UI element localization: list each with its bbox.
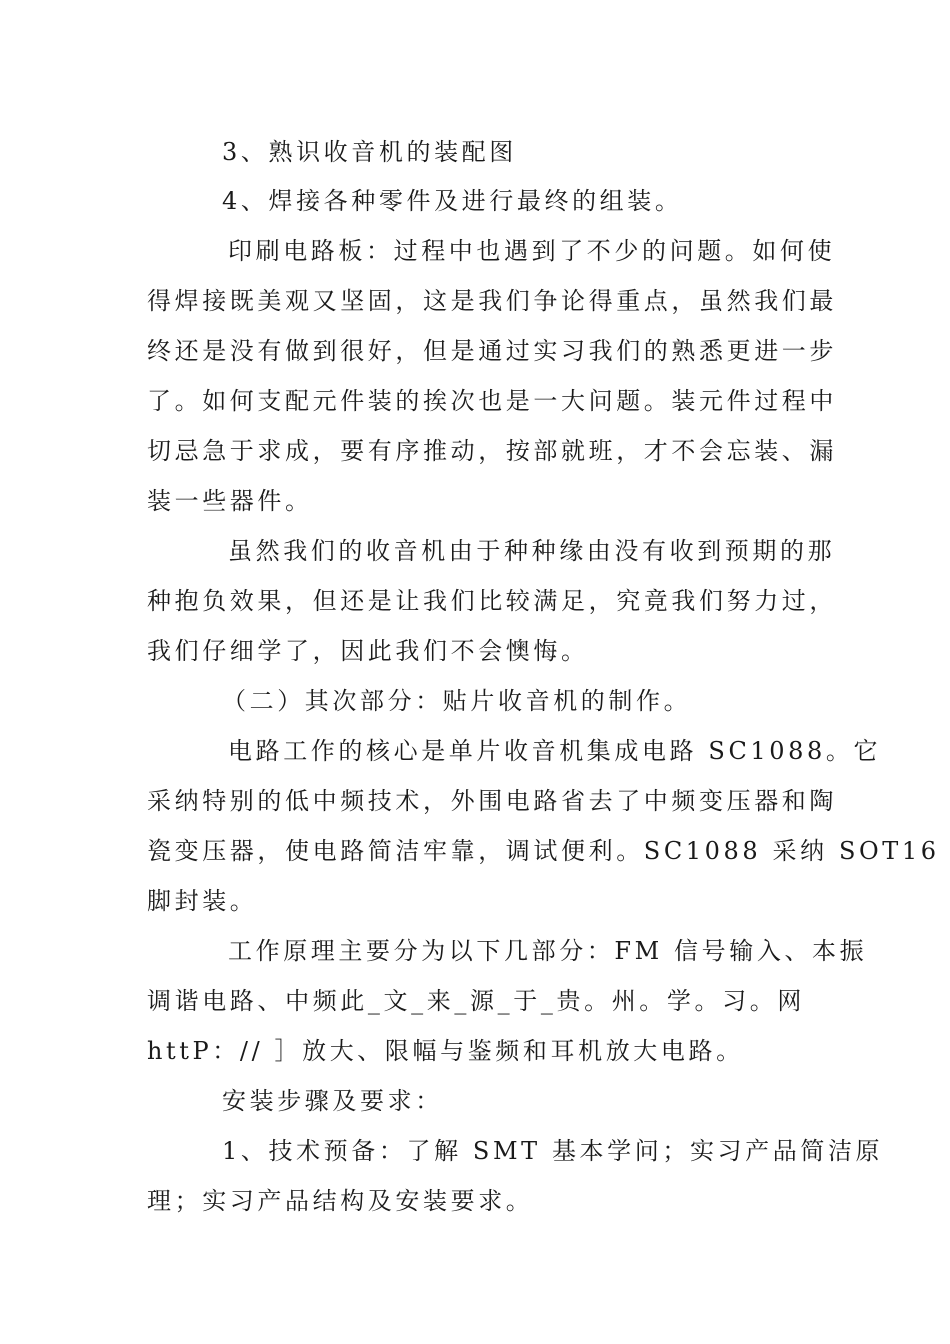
text-line-11: 我们仔细学了，因此我们不会懊悔。 — [147, 637, 589, 665]
text-line-1: 3、熟识收音机的装配图 — [222, 138, 517, 166]
text-line-18: 调谐电路、中频此_文_来_源_于_贵。州。学。习。网 — [147, 987, 805, 1015]
text-line-2: 4、焊接各种零件及进行最终的组装。 — [222, 187, 683, 215]
text-line-10: 种抱负效果，但还是让我们比较满足，究竟我们努力过， — [147, 587, 837, 615]
text-line-21: 1、技术预备：了解 SMT 基本学问；实习产品简洁原 — [222, 1137, 884, 1165]
text-line-8: 装一些器件。 — [147, 487, 313, 515]
text-line-12: （二）其次部分：贴片收音机的制作。 — [222, 687, 692, 715]
text-line-14: 采纳特别的低中频技术，外围电路省去了中频变压器和陶 — [147, 787, 837, 815]
text-line-20: 安装步骤及要求： — [222, 1087, 443, 1115]
text-line-16: 脚封装。 — [147, 887, 258, 915]
text-line-13: 电路工作的核心是单片收音机集成电路 SC1088。它 — [228, 737, 882, 765]
text-line-22: 理；实习产品结构及安装要求。 — [147, 1187, 534, 1215]
text-line-15: 瓷变压器，使电路简洁牢靠，调试便利。SC1088 采纳 SOT16 — [147, 837, 940, 865]
text-line-19: httP：// ］放大、限幅与鉴频和耳机放大电路。 — [147, 1037, 744, 1065]
text-line-17: 工作原理主要分为以下几部分：FM 信号输入、本振 — [228, 937, 868, 965]
text-line-7: 切忌急于求成，要有序推动，按部就班，才不会忘装、漏 — [147, 437, 837, 465]
text-line-5: 终还是没有做到很好，但是通过实习我们的熟悉更进一步 — [147, 337, 837, 365]
text-line-4: 得焊接既美观又坚固，这是我们争论得重点，虽然我们最 — [147, 287, 837, 315]
text-line-9: 虽然我们的收音机由于种种缘由没有收到预期的那 — [228, 537, 836, 565]
text-line-6: 了。如何支配元件装的挨次也是一大问题。装元件过程中 — [147, 387, 837, 415]
text-line-3: 印刷电路板：过程中也遇到了不少的问题。如何使 — [228, 237, 836, 265]
